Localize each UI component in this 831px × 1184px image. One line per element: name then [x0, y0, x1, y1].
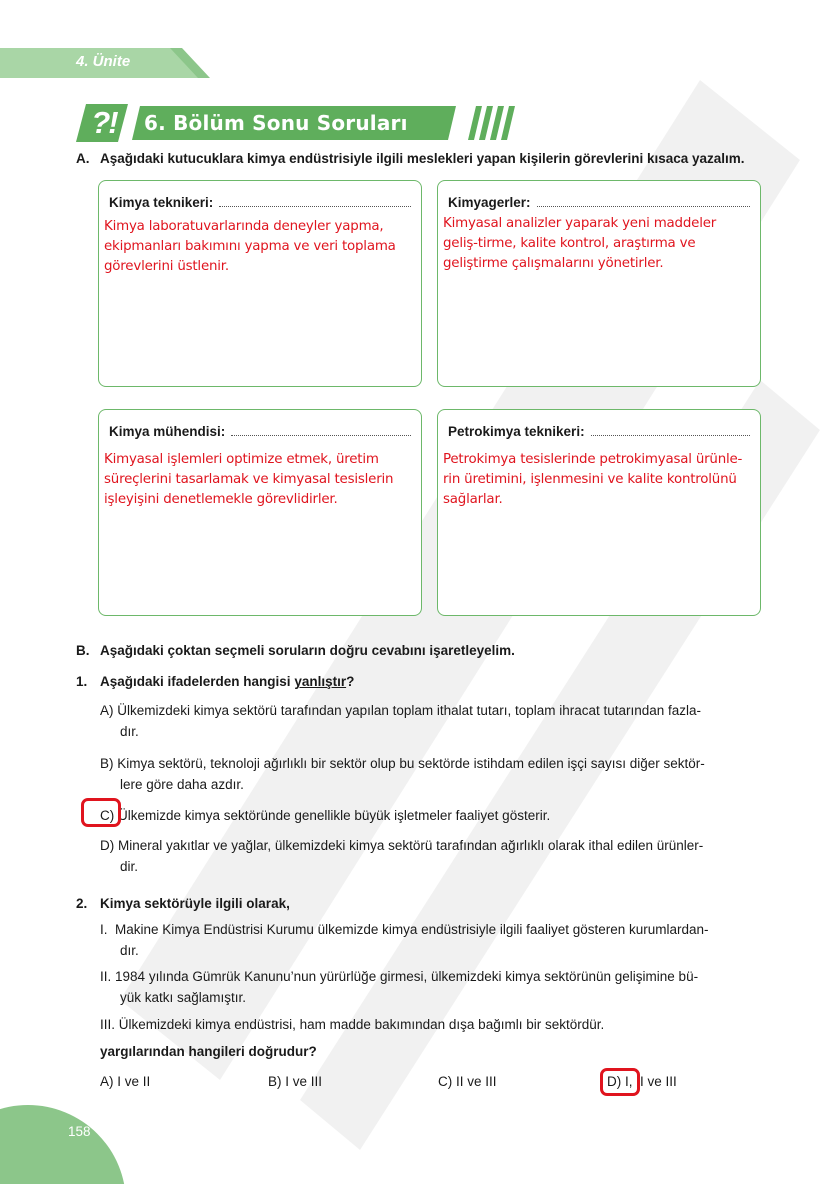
- handwritten-answer[interactable]: Kimyasal işlemleri optimize etmek, üretim süreçlerini tasarlamak ve kimyasal tesislerin işleyişini denetlemekle görevlidirler.: [104, 452, 394, 507]
- unit-label: 4. Ünite: [76, 53, 131, 70]
- answer-mark-circle: [81, 798, 121, 827]
- question-2-prompt: yargılarından hangileri doğrudur?: [100, 1044, 317, 1059]
- option-text: I ve II: [117, 1074, 151, 1089]
- q2-option-b[interactable]: [268, 1071, 322, 1093]
- q1-option-c[interactable]: [100, 805, 550, 827]
- dotted-line: [537, 197, 750, 207]
- question-1-stem: [100, 674, 354, 689]
- option-text: II ve III: [456, 1074, 497, 1089]
- option-text: Mineral yakıtlar ve yağlar, ülkemizdeki kimya sektörü tarafından ağırlıklı olarak ithal edilen ürünler-: [118, 838, 704, 853]
- answer-box-kimya-teknikeri: [98, 180, 422, 387]
- option-letter: C): [100, 808, 115, 823]
- box-heading: [109, 424, 411, 439]
- box-heading: [109, 195, 411, 210]
- q1-option-b-cont: lere göre daha azdır.: [120, 777, 244, 792]
- box-heading-label: Kimya mühendisi:: [109, 424, 226, 439]
- box-heading: [448, 424, 750, 439]
- dotted-line: [591, 426, 750, 436]
- q2-statement-2-cont: yük katkı sağlamıştır.: [120, 990, 247, 1005]
- statement-text: 1984 yılında Gümrük Kanunu’nun yürürlüğe girmesi, ülkemizdeki kimya sektörünün gelişimine bü-: [115, 969, 699, 984]
- option-text: Ülkemizde kimya sektöründe genellikle büyük işletmeler faaliyet gösterir.: [118, 808, 551, 823]
- stem-mark: ?: [346, 674, 355, 689]
- statement-text: Ülkemizdeki kimya endüstrisi, ham madde bakımından dışa bağımlı bir sektördür.: [118, 1017, 605, 1032]
- section-a-letter: A.: [76, 151, 90, 166]
- answer-box-kimya-muhendisi: [98, 409, 422, 616]
- section-title: [76, 104, 526, 142]
- q2-statement-2: [100, 966, 698, 988]
- q1-option-d[interactable]: [100, 835, 703, 857]
- question-badge-icon: ?!: [91, 105, 117, 140]
- q1-option-b[interactable]: [100, 753, 705, 775]
- q2-statement-3: [100, 1014, 604, 1036]
- stripes-decoration: [468, 106, 518, 140]
- page-number-badge: [0, 1105, 126, 1184]
- question-2-number: 2.: [76, 896, 88, 911]
- dotted-line: [219, 197, 411, 207]
- option-letter: B): [268, 1074, 282, 1089]
- page-title: 6. Bölüm Sonu Soruları: [144, 111, 408, 135]
- q1-option-d-cont: dir.: [120, 859, 139, 874]
- q2-statement-1-cont: dır.: [120, 943, 139, 958]
- statement-text: Makine Kimya Endüstrisi Kurumu ülkemizde kimya endüstrisiyle ilgili faaliyet gösteren kurumlardan-: [115, 922, 709, 937]
- stem-underlined: yanlıştır: [294, 674, 347, 689]
- box-heading: [448, 195, 750, 210]
- option-letter: B): [100, 756, 114, 771]
- box-heading-label: Kimya teknikeri:: [109, 195, 214, 210]
- option-letter: A): [100, 703, 114, 718]
- option-letter: A): [100, 1074, 114, 1089]
- option-text: Kimya sektörü, teknoloji ağırlıklı bir sektör olup bu sektörde istihdam edilen işçi sayısı diğer sektör-: [117, 756, 705, 771]
- option-letter: D): [607, 1074, 622, 1089]
- answer-box-petrokimya-teknikeri: [437, 409, 761, 616]
- option-letter: C): [438, 1074, 453, 1089]
- option-text: I ve III: [285, 1074, 323, 1089]
- handwritten-answer[interactable]: Kimyasal analizler yaparak yeni maddeler geliş-tirme, kalite kontrol, araştırma ve geliştirme çalışmalarını yönetirler.: [443, 216, 717, 271]
- dotted-line: [231, 426, 411, 436]
- statement-roman: I.: [100, 922, 108, 937]
- q1-option-a-cont: dır.: [120, 724, 139, 739]
- question-1-number: 1.: [76, 674, 88, 689]
- handwritten-answer[interactable]: Kimya laboratuvarlarında deneyler yapma, ekipmanları bakımını yapma ve veri toplama görevlerini üstlenir.: [104, 219, 396, 274]
- box-heading-label: Kimyagerler:: [448, 195, 531, 210]
- section-b-letter: B.: [76, 643, 90, 658]
- q1-option-a[interactable]: [100, 700, 701, 722]
- answer-mark-circle: [600, 1068, 640, 1096]
- section-a-instruction: Aşağıdaki kutucuklara kimya endüstrisiyle ilgili meslekleri yapan kişilerin görevlerini kısaca yazalım.: [100, 151, 745, 166]
- q2-option-a[interactable]: [100, 1071, 150, 1093]
- option-text: I, II ve III: [625, 1074, 677, 1089]
- option-letter: D): [100, 838, 115, 853]
- handwritten-answer[interactable]: Petrokimya tesislerinde petrokimyasal ürünle-rin üretimini, işlenmesini ve kalite kontrolünü sağlarlar.: [443, 452, 743, 507]
- option-text: Ülkemizdeki kimya sektörü tarafından yapılan toplam ithalat tutarı, toplam ihracat tutarından fazla-: [117, 703, 702, 718]
- statement-roman: II.: [100, 969, 112, 984]
- section-b-instruction: Aşağıdaki çoktan seçmeli soruların doğru cevabını işaretleyelim.: [100, 643, 515, 658]
- statement-roman: III.: [100, 1017, 116, 1032]
- answer-box-kimyagerler: [437, 180, 761, 387]
- stem-text: Aşağıdaki ifadelerden hangisi: [100, 674, 295, 689]
- page-number: 158: [68, 1124, 91, 1139]
- question-2-stem: Kimya sektörüyle ilgili olarak,: [100, 896, 290, 911]
- q2-option-c[interactable]: [438, 1071, 497, 1093]
- box-heading-label: Petrokimya teknikeri:: [448, 424, 585, 439]
- q2-statement-1: [100, 919, 709, 941]
